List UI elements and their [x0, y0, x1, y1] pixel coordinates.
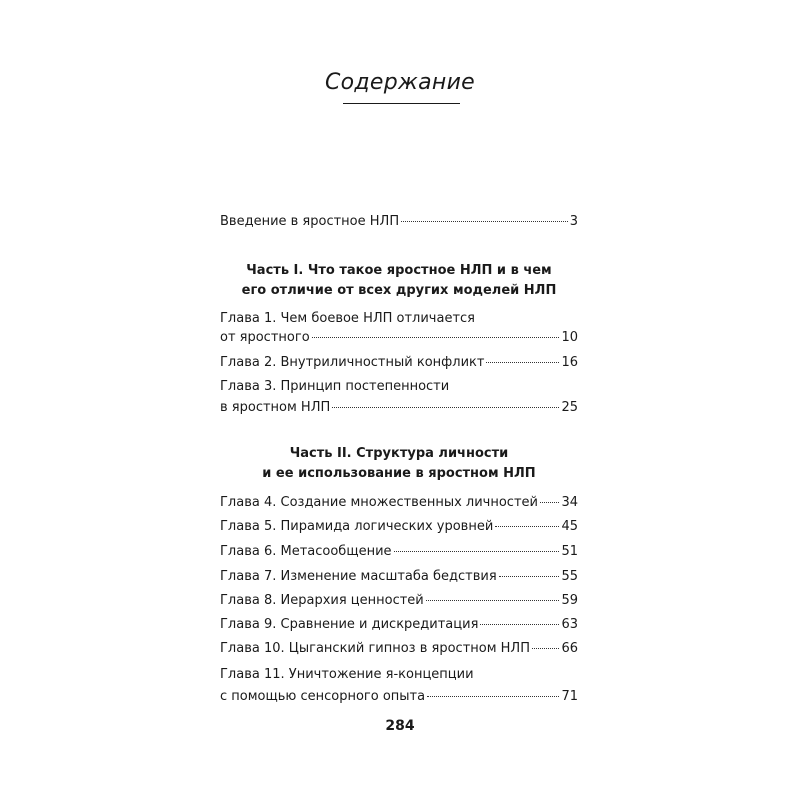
toc-entry-chapter-9[interactable]	[220, 614, 578, 636]
toc-entry-chapter-11[interactable]	[220, 686, 578, 708]
toc-entry-title: Глава 10. Цыганский гипноз в яростном НЛП	[220, 641, 530, 656]
toc-entry-title: Глава 9. Сравнение и дискредитация	[220, 617, 479, 632]
toc-entry-chapter-4[interactable]	[220, 492, 578, 514]
toc-entry-chapter-6[interactable]	[220, 541, 578, 563]
toc-entry-chapter-2[interactable]	[220, 352, 578, 374]
toc-page-number: 59	[561, 593, 578, 608]
dot-leader	[499, 576, 560, 577]
toc-entry-title: Глава 6. Метасообщение	[220, 544, 392, 559]
dot-leader	[495, 526, 559, 527]
dot-leader	[532, 648, 559, 649]
toc-entry-title: Введение в яростное НЛП	[220, 214, 400, 229]
toc-entry-intro[interactable]	[220, 211, 578, 233]
title-underline	[343, 103, 460, 104]
toc-entry-chapter-3[interactable]	[220, 397, 578, 419]
dot-leader	[427, 696, 559, 697]
toc-entry-chapter-3-line1: Глава 3. Принцип постепенности	[220, 379, 450, 394]
dot-leader	[332, 407, 559, 408]
toc-entry-chapter-5[interactable]	[220, 516, 578, 538]
part-heading-2-line2: и ее использование в яростном НЛП	[262, 466, 536, 481]
toc-page-number: 63	[561, 617, 578, 632]
dot-leader	[480, 624, 559, 625]
part-heading-2: Часть II. Структура личности	[289, 446, 509, 461]
dot-leader	[426, 600, 560, 601]
dot-leader	[401, 221, 568, 222]
part-heading-1-line2: его отличие от всех других моделей НЛП	[241, 283, 557, 298]
toc-entry-title: Глава 4. Создание множественных личностей	[220, 495, 538, 510]
toc-entry-chapter-8[interactable]	[220, 590, 578, 612]
toc-entry-title: Глава 2. Внутриличностный конфликт	[220, 355, 485, 370]
toc-entry-title: Глава 8. Иерархия ценностей	[220, 593, 424, 608]
dot-leader	[486, 362, 559, 363]
toc-entry-chapter-7[interactable]	[220, 566, 578, 588]
toc-page-number: 45	[561, 519, 578, 534]
toc-page-number: 66	[561, 641, 578, 656]
part-heading-1: Часть I. Что такое яростное НЛП и в чем	[246, 263, 552, 278]
toc-entry-title: от яростного	[220, 330, 310, 345]
toc-entry-title: Глава 5. Пирамида логических уровней	[220, 519, 494, 534]
dot-leader	[312, 337, 560, 338]
toc-page-number: 34	[561, 495, 578, 510]
page-title: Содержание	[324, 70, 476, 95]
toc-entry-chapter-1-line1: Глава 1. Чем боевое НЛП отличается	[220, 311, 475, 326]
toc-page-number: 71	[561, 689, 578, 704]
toc-page-number: 10	[561, 330, 578, 345]
toc-entry-title: с помощью сенсорного опыта	[220, 689, 426, 704]
toc-entry-chapter-11-line1: Глава 11. Уничтожение я-концепции	[220, 667, 474, 682]
dot-leader	[394, 551, 560, 552]
page-number: 284	[385, 718, 415, 734]
toc-entry-title: Глава 7. Изменение масштаба бедствия	[220, 569, 497, 584]
toc-entry-title: в яростном НЛП	[220, 400, 331, 415]
toc-page-number: 51	[561, 544, 578, 559]
toc-page-number: 25	[561, 400, 578, 415]
toc-page-number: 3	[569, 214, 578, 229]
toc-page-number: 16	[561, 355, 578, 370]
toc-entry-chapter-10[interactable]	[220, 638, 578, 660]
toc-entry-chapter-1[interactable]	[220, 327, 578, 349]
toc-page-number: 55	[561, 569, 578, 584]
dot-leader	[540, 502, 559, 503]
